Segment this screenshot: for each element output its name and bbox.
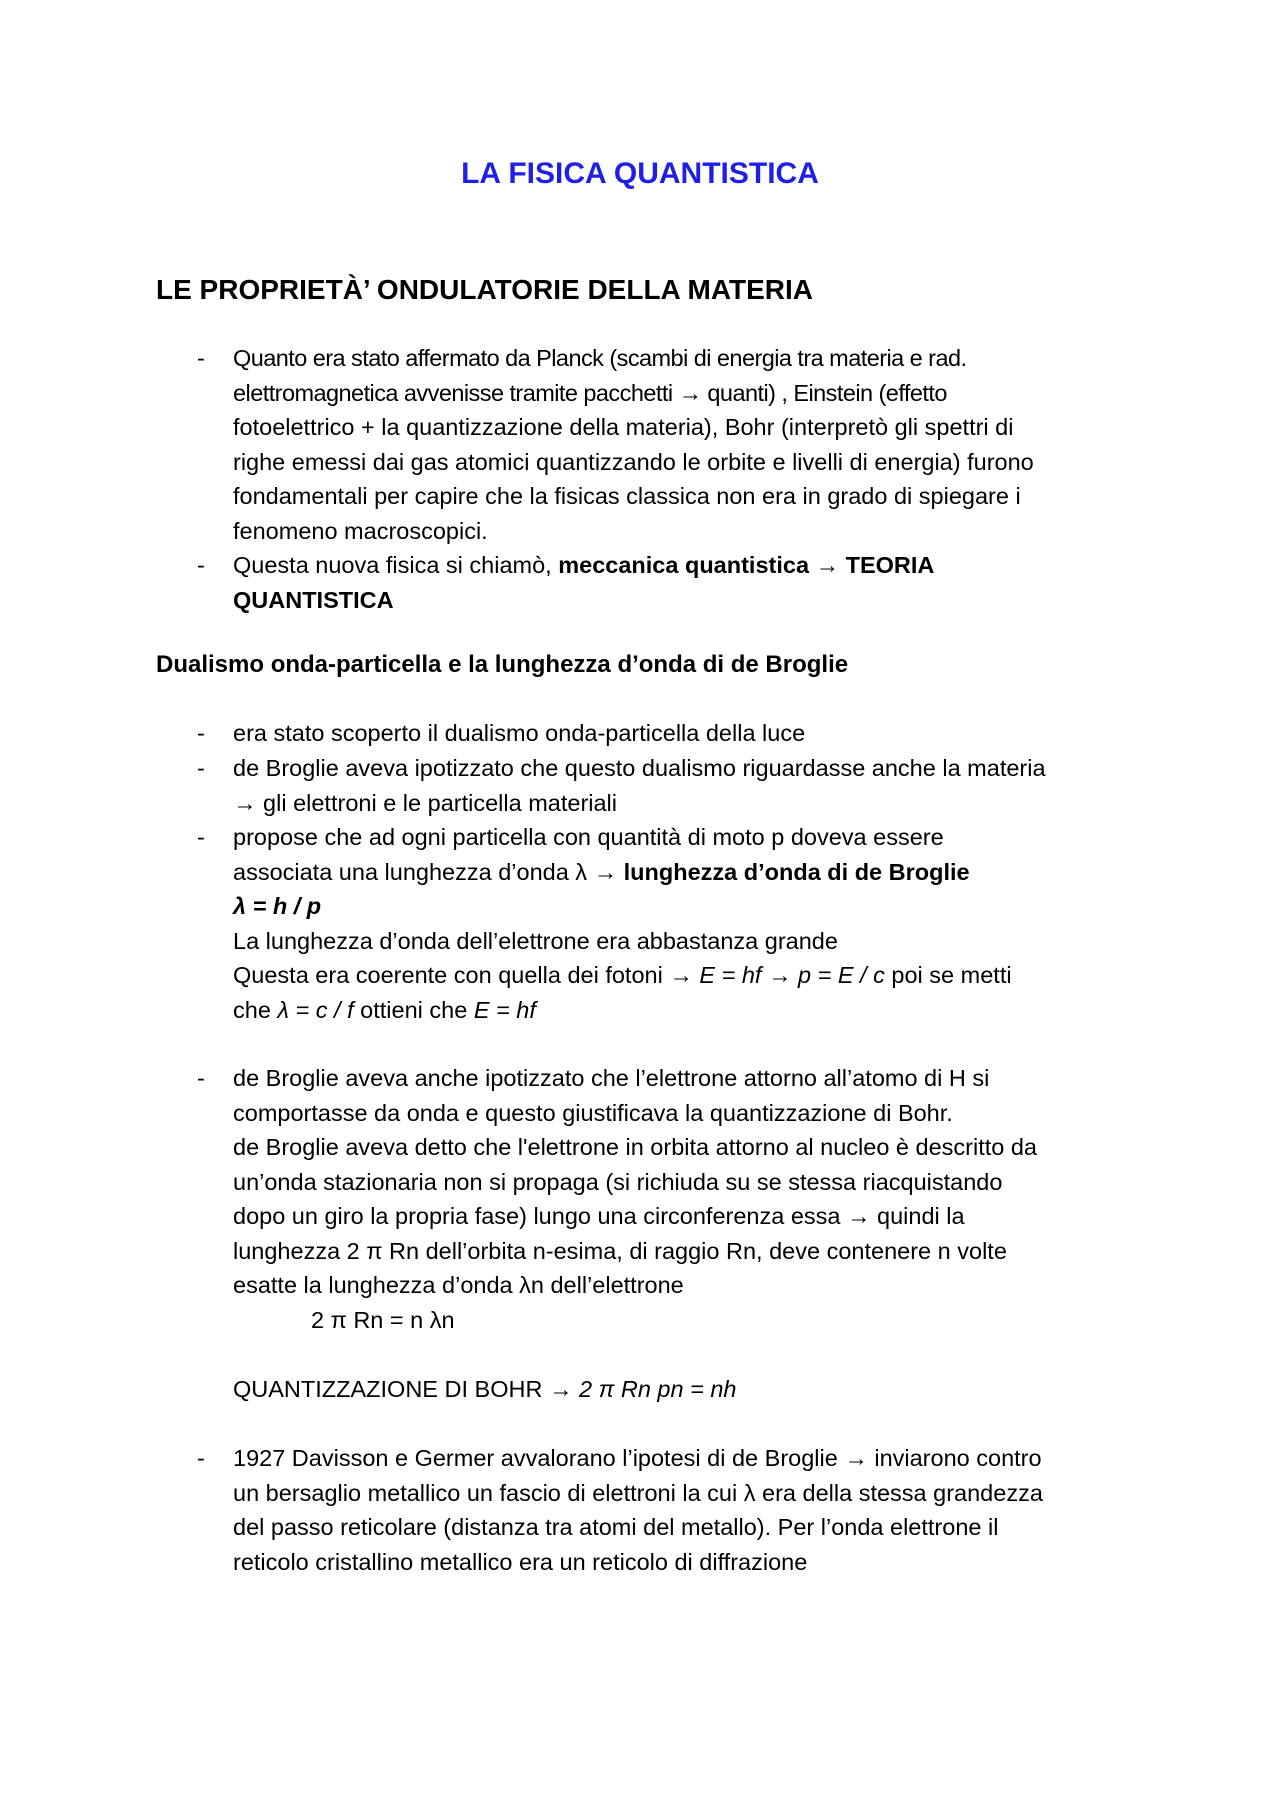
formula-text: 2 π Rn pn = nh <box>578 1375 737 1402</box>
text-run: associata una lunghezza d’onda λ → <box>233 858 624 885</box>
list-item <box>197 548 1153 617</box>
bullet-dash: - <box>197 345 205 371</box>
text-run: poi se metti <box>884 962 1012 988</box>
text-run: che <box>233 996 278 1023</box>
formula-text: λ = c / f <box>277 996 354 1023</box>
bullet-dash: - <box>197 755 205 781</box>
term-quantistica: QUANTISTICA <box>233 586 394 613</box>
arrow-text: → <box>809 552 846 578</box>
paragraph-line: elettromagnetica avvenisse tramite pacchetti → quanti) , Einstein (effetto <box>233 379 947 406</box>
list-item <box>197 820 1153 1027</box>
term-teoria: TEORIA <box>845 552 935 578</box>
term-meccanica-quantistica: meccanica quantistica <box>558 552 810 578</box>
formula-de-broglie <box>233 889 1153 924</box>
paragraph-line <box>233 583 1153 618</box>
formula-bohr-orbit: 2 π Rn = n λn <box>311 1306 455 1333</box>
paragraph-line: righe emessi dai gas atomici quantizzando le orbite e livelli di energia) furono <box>233 448 1034 475</box>
bullet-dash: - <box>197 720 205 746</box>
text-run: Questa nuova fisica si chiamò, <box>233 552 559 578</box>
bullet-dash: - <box>197 1445 205 1471</box>
paragraph-line: comportasse da onda e questo giustificava la quantizzazione di Bohr. <box>233 1099 953 1126</box>
paragraph-line <box>233 855 1153 890</box>
paragraph-line: lunghezza 2 π Rn dell’orbita n-esima, di raggio Rn, deve contenere n volte <box>233 1237 1007 1264</box>
paragraph-line: de Broglie aveva ipotizzato che questo dualismo riguardasse anche la materia <box>233 755 1046 781</box>
paragraph-line: del passo reticolare (distanza tra atomi del metallo). Per l’onda elettrone il <box>233 1514 999 1540</box>
term-de-broglie-wavelength: lunghezza d’onda di de Broglie <box>623 858 970 885</box>
page-title: LA FISICA QUANTISTICA <box>461 157 819 190</box>
paragraph-line: un bersaglio metallico un fascio di elettroni la cui λ era della stessa grandezza <box>233 1479 1043 1506</box>
list-item <box>197 341 1153 548</box>
paragraph-line: de Broglie aveva anche ipotizzato che l’elettrone attorno all’atomo di H si <box>233 1065 990 1091</box>
bullet-dash: - <box>197 824 205 850</box>
formula-text: E = hf <box>699 962 762 988</box>
list-item <box>197 1441 1153 1579</box>
paragraph-line: Quanto era stato affermato da Planck (scambi di energia tra materia e rad. <box>233 345 967 371</box>
formula-text: λ = h / p <box>233 893 322 919</box>
paragraph-line: fenomeno macroscopici. <box>233 517 488 544</box>
arrow-text: → <box>761 962 798 988</box>
paragraph-line: 1927 Davisson e Germer avvalorano l’ipotesi di de Broglie → inviarono contro <box>233 1445 1042 1471</box>
paragraph-line: La lunghezza d’onda dell’elettrone era abbastanza grande <box>233 927 838 954</box>
bullet-dash: - <box>197 1065 205 1091</box>
formula-text: E = hf <box>473 996 536 1023</box>
paragraph-line: de Broglie aveva detto che l'elettrone in orbita attorno al nucleo è descritto da <box>233 1134 1037 1160</box>
paragraph-line: fotoelettrico + la quantizzazione della materia), Bohr (interpretò gli spettri di <box>233 414 1014 440</box>
paragraph-line <box>233 958 1153 993</box>
list-item <box>197 716 1153 751</box>
paragraph-line <box>233 993 1153 1028</box>
paragraph-line: propose che ad ogni particella con quantità di moto p doveva essere <box>233 824 944 850</box>
list-item <box>197 1061 1153 1406</box>
bullet-dash: - <box>197 552 205 578</box>
paragraph-line: era stato scoperto il dualismo onda-particella della luce <box>233 720 806 746</box>
paragraph-line: esatte la lunghezza d’onda λn dell’elettrone <box>233 1272 684 1298</box>
paragraph-line: un’onda stazionaria non si propaga (si richiuda su se stessa riacquistando <box>233 1168 1003 1195</box>
list-item <box>197 751 1153 820</box>
bohr-quantization-line <box>233 1372 1153 1407</box>
paragraph-line: dopo un giro la propria fase) lungo una circonferenza essa → quindi la <box>233 1203 965 1229</box>
section-heading-wave-particle: Dualismo onda-particella e la lunghezza d’onda di de Broglie <box>156 651 849 678</box>
blank-line <box>233 1337 1153 1372</box>
paragraph-line: → gli elettroni e le particella materiali <box>233 789 617 816</box>
text-run: QUANTIZZAZIONE DI BOHR → <box>233 1375 579 1402</box>
paragraph-line: reticolo cristallino metallico era un reticolo di diffrazione <box>233 1548 808 1575</box>
text-run: ottieni che <box>353 996 474 1023</box>
paragraph-line <box>233 548 1153 583</box>
paragraph-line: fondamentali per capire che la fisicas classica non era in grado di spiegare i <box>233 483 1021 509</box>
section-heading-wave-properties: LE PROPRIETÀ’ ONDULATORIE DELLA MATERIA <box>156 274 813 305</box>
text-run: Questa era coerente con quella dei fotoni → <box>233 962 700 988</box>
formula-text: p = E / c <box>798 962 885 988</box>
